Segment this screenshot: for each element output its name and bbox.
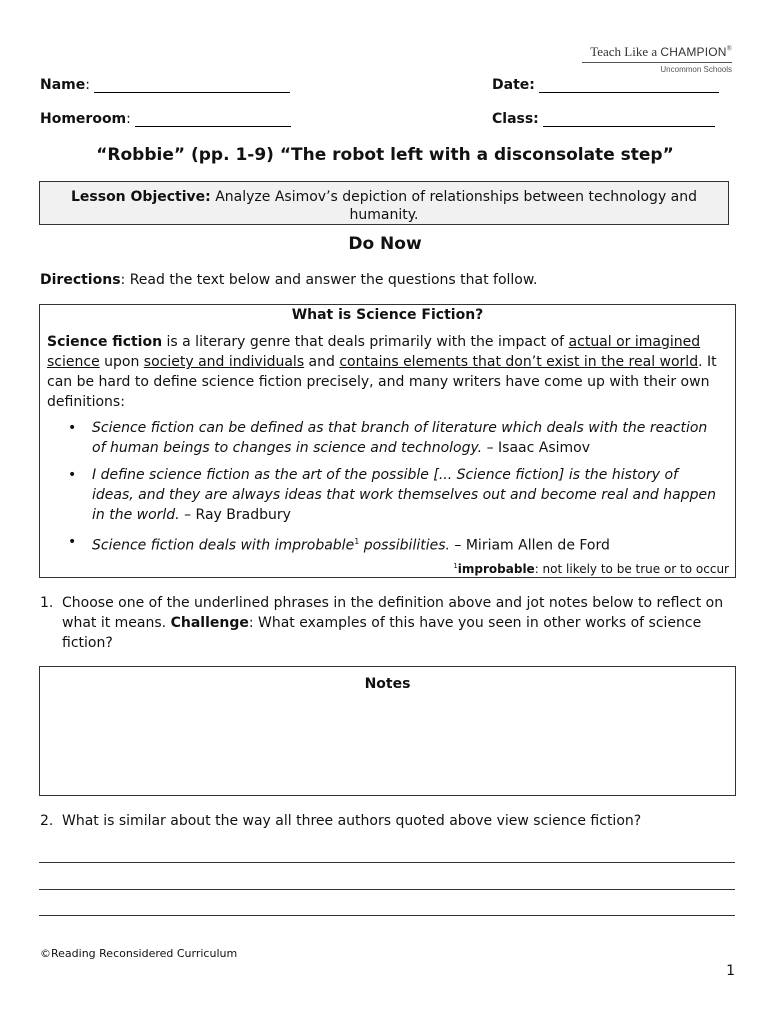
date-label: Date: — [492, 77, 535, 93]
name-field — [40, 77, 290, 93]
sf-box-title: What is Science Fiction? — [291, 307, 484, 323]
sf-term: Science fiction — [47, 334, 163, 350]
copyright-footer: ©Reading Reconsidered Curriculum — [40, 947, 238, 960]
date-field — [492, 77, 719, 93]
footnote-number: 1 — [453, 562, 458, 570]
class-field — [492, 111, 715, 127]
objective-text: Analyze Asimov’s depiction of relationships between technology and humanity. — [210, 189, 698, 223]
quote-text-end: possibilities. — [359, 537, 450, 554]
quote-asimov — [40, 418, 735, 458]
name-blank-line[interactable] — [94, 78, 290, 93]
homeroom-label: Homeroom — [40, 111, 127, 127]
objective-label: Lesson Objective: — [70, 189, 211, 205]
question-number: 2. — [40, 813, 54, 829]
challenge-label: Challenge — [170, 615, 249, 631]
sf-def-part-1: is a literary genre that deals primarily with the impact of — [162, 334, 569, 350]
question-1 — [40, 593, 730, 653]
footnote-term: improbable — [457, 562, 535, 576]
answer-line[interactable] — [39, 862, 735, 863]
underlined-phrase-3: contains elements that don’t exist in the real world — [339, 354, 699, 370]
date-blank-line[interactable] — [539, 78, 719, 93]
quote-author: – Isaac Asimov — [482, 440, 591, 456]
quote-bradbury — [40, 465, 735, 525]
directions-text: : Read the text below and answer the questions that follow. — [120, 272, 538, 288]
underlined-phrase-1: actual or imagined science — [47, 334, 701, 370]
science-fiction-box — [39, 304, 736, 578]
sf-def-part-4: . It can be hard to define science fiction precisely, and many writers have come up with their own definitions: — [47, 354, 717, 410]
underlined-phrase-2: society and individuals — [143, 354, 305, 370]
bullet-icon: • — [68, 467, 77, 483]
footnote-marker: 1 — [354, 537, 360, 546]
logo-champion-text: CHAMPION — [660, 45, 727, 59]
sf-def-part-2: upon — [99, 354, 144, 370]
name-label: Name — [40, 77, 86, 93]
quote-de-ford — [40, 532, 735, 556]
quote-author: – Miriam Allen de Ford — [449, 537, 610, 554]
quote-text: Science fiction can be defined as that branch of literature which deals with the reaction of human beings to changes in science and technology. — [92, 420, 708, 456]
question-2-text: What is similar about the way all three authors quoted above view science fiction? — [62, 813, 642, 829]
quote-list — [40, 418, 735, 556]
sf-definition — [47, 332, 729, 412]
homeroom-colon: : — [126, 111, 131, 127]
logo-text: Teach Like a — [590, 44, 661, 59]
homeroom-field — [40, 111, 291, 127]
quote-text: I define science fiction as the art of the possible [... Science fiction] is the history of ideas, and they are always ideas that work themselves out and become real and happen in the world. — [92, 467, 716, 523]
footnote — [453, 562, 729, 576]
bullet-icon: • — [68, 534, 77, 550]
directions — [40, 272, 537, 288]
homeroom-blank-line[interactable] — [135, 112, 291, 127]
question-1-part-a: Choose one of the underlined phrases in the definition above and jot notes below to reflect on what it means. — [62, 595, 724, 631]
question-number: 1. — [40, 595, 54, 611]
footnote-text: : not likely to be true or to occur — [534, 562, 729, 576]
question-1-part-b: : What examples of this have you seen in other works of science fiction? — [62, 615, 702, 651]
answer-line[interactable] — [39, 889, 735, 890]
logo-registered-mark: ® — [726, 44, 732, 53]
class-label: Class: — [492, 111, 539, 127]
do-now-heading: Do Now — [348, 234, 422, 254]
logo-subtitle: Uncommon Schools — [660, 65, 732, 74]
question-2 — [40, 811, 730, 831]
name-colon: : — [85, 77, 90, 93]
sf-def-part-3: and — [304, 354, 340, 370]
lesson-objective-box — [39, 181, 729, 225]
class-blank-line[interactable] — [543, 112, 715, 127]
bullet-icon: • — [68, 420, 77, 436]
page-title: “Robbie” (pp. 1-9) “The robot left with a disconsolate step” — [96, 145, 674, 165]
quote-text: Science fiction deals with improbable — [92, 537, 355, 554]
quote-author: – Ray Bradbury — [179, 507, 291, 523]
question-1-text — [62, 593, 730, 653]
answer-line[interactable] — [39, 915, 735, 916]
notes-box[interactable] — [39, 666, 736, 796]
notes-title: Notes — [364, 676, 411, 692]
directions-label: Directions — [40, 272, 121, 288]
page-number: 1 — [726, 963, 735, 979]
teach-like-a-champion-logo — [582, 44, 732, 74]
